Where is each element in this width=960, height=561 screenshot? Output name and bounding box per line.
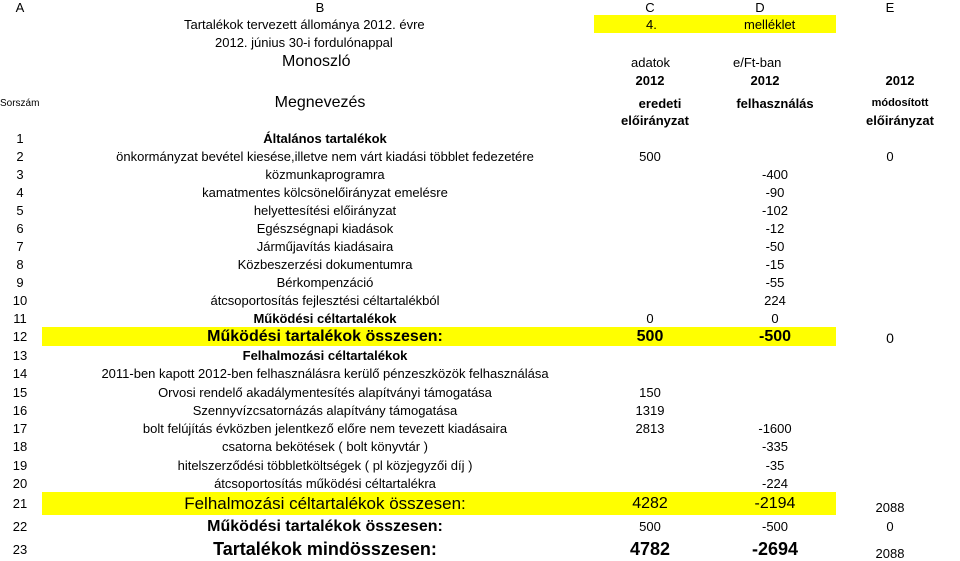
- table-row: [0, 273, 960, 291]
- value-modositott[interactable]: [840, 401, 940, 419]
- table-row: [0, 291, 960, 309]
- value-modositott[interactable]: [840, 183, 940, 201]
- value-modositott[interactable]: 0: [886, 148, 894, 164]
- value-eredeti[interactable]: 500: [639, 519, 661, 534]
- row-number[interactable]: 8: [16, 256, 24, 272]
- value-felhasznalas[interactable]: [715, 147, 835, 165]
- annex-label: melléklet: [744, 16, 796, 32]
- row-name[interactable]: közmunkaprogramra: [265, 166, 385, 182]
- col-c-header-line2: előirányzat: [621, 113, 689, 128]
- table-row: [0, 515, 960, 538]
- table-row: [0, 147, 960, 165]
- value-felhasznalas[interactable]: -102: [761, 202, 789, 218]
- row-number[interactable]: 2: [16, 148, 24, 164]
- table-row: [0, 237, 960, 255]
- col-letter-d[interactable]: D: [755, 0, 765, 15]
- row-number[interactable]: 3: [16, 166, 24, 182]
- value-eredeti[interactable]: [600, 201, 700, 219]
- value-eredeti[interactable]: 1319: [635, 402, 665, 418]
- value-felhasznalas[interactable]: [715, 383, 835, 401]
- row-name[interactable]: bolt felújítás évközben jelentkező előre nem tevezett kiadásaira: [142, 420, 508, 436]
- value-eredeti[interactable]: [600, 437, 700, 456]
- value-felhasznalas[interactable]: -224: [761, 475, 789, 491]
- row-name[interactable]: önkormányzat bevétel kiesése,illetve nem várt kiadási többlet fedezetére: [116, 148, 534, 164]
- table-row: [0, 492, 960, 515]
- row-name[interactable]: 2011-ben kapott 2012-ben felhasználásra kerülő pénzeszközök felhasználása: [101, 366, 549, 381]
- row-name[interactable]: átcsoportosítás működési céltartalékra: [214, 475, 436, 491]
- row-name[interactable]: Általános tartalékok: [263, 130, 387, 146]
- row-name[interactable]: Felhalmozási céltartalékok összesen:: [184, 493, 466, 513]
- row-number[interactable]: 4: [16, 184, 24, 200]
- table-row: [0, 474, 960, 492]
- row-number[interactable]: 10: [12, 292, 28, 308]
- value-felhasznalas[interactable]: -15: [765, 256, 785, 272]
- date-line: 2012. június 30-i fordulónappal: [215, 35, 393, 50]
- value-eredeti[interactable]: 500: [636, 327, 664, 345]
- row-name[interactable]: hitelszerződési többletköltségek ( pl közjegyzői díj ): [177, 457, 473, 473]
- value-modositott[interactable]: [840, 129, 940, 147]
- value-felhasznalas[interactable]: -400: [761, 166, 789, 182]
- value-modositott[interactable]: [840, 165, 940, 183]
- row-name[interactable]: Járműjavítás kiadásaira: [256, 238, 394, 254]
- value-modositott[interactable]: [840, 291, 940, 309]
- table-row: [0, 456, 960, 474]
- value-eredeti[interactable]: [600, 255, 700, 273]
- row-name[interactable]: átcsoportosítás fejlesztési céltartalékból: [210, 292, 440, 308]
- col-letter-c[interactable]: C: [645, 0, 655, 15]
- table-row: [0, 401, 960, 419]
- unit-left: adatok: [631, 54, 671, 70]
- municipality-row: [0, 51, 960, 73]
- title-line1: Tartalékok tervezett állománya 2012. évre: [184, 16, 425, 32]
- row-name[interactable]: kamatmentes kölcsönelőirányzat emelésre: [202, 184, 448, 200]
- table-row: [0, 129, 960, 147]
- value-felhasznalas[interactable]: 224: [764, 292, 786, 308]
- row-number[interactable]: 21: [12, 496, 28, 511]
- value-eredeti[interactable]: [600, 456, 700, 474]
- value-eredeti[interactable]: [600, 183, 700, 201]
- table-row: [0, 437, 960, 456]
- value-eredeti[interactable]: [600, 165, 700, 183]
- value-felhasznalas[interactable]: [715, 129, 835, 147]
- row-number[interactable]: 13: [12, 347, 28, 363]
- value-felhasznalas[interactable]: [715, 364, 835, 383]
- year-e: 2012: [885, 73, 915, 88]
- table-row: [0, 183, 960, 201]
- value-felhasznalas[interactable]: -500: [761, 519, 789, 534]
- value-modositott[interactable]: 2088: [875, 546, 905, 561]
- row-name[interactable]: Működési céltartalékok: [253, 310, 397, 326]
- table-row: [0, 419, 960, 437]
- row-number[interactable]: 11: [13, 310, 27, 326]
- value-felhasznalas[interactable]: -50: [765, 238, 785, 254]
- col-letter-e[interactable]: E: [885, 0, 895, 15]
- value-eredeti[interactable]: 0: [646, 310, 654, 326]
- table-row: [0, 538, 960, 561]
- municipality-name: Monoszló: [282, 53, 351, 70]
- value-modositott[interactable]: [840, 219, 940, 237]
- unit-right: e/Ft-ban: [733, 54, 782, 70]
- value-modositott[interactable]: 0: [886, 519, 894, 534]
- row-name[interactable]: Működési tartalékok összesen:: [207, 517, 443, 535]
- col-e-header-line1: módosított: [871, 97, 929, 109]
- col-d-header: felhasználás: [736, 95, 814, 111]
- megnevezes-label: Megnevezés: [274, 94, 366, 111]
- row-number[interactable]: 18: [12, 439, 28, 454]
- value-eredeti[interactable]: [600, 291, 700, 309]
- header-row-2: [0, 112, 960, 129]
- value-modositott[interactable]: [840, 255, 940, 273]
- row-number[interactable]: 15: [12, 384, 28, 400]
- col-e-header-line2: előirányzat: [866, 113, 934, 128]
- value-eredeti[interactable]: [600, 237, 700, 255]
- value-felhasznalas[interactable]: -35: [765, 457, 785, 473]
- row-name[interactable]: Felhalmozási céltartalékok: [242, 347, 408, 363]
- value-felhasznalas[interactable]: -90: [765, 184, 785, 200]
- row-number[interactable]: 1: [16, 130, 24, 146]
- value-modositott[interactable]: [840, 364, 940, 383]
- year-d: 2012: [750, 73, 780, 88]
- value-felhasznalas[interactable]: -2194: [754, 494, 796, 512]
- value-eredeti[interactable]: 4782: [629, 539, 671, 559]
- row-number[interactable]: 5: [16, 202, 24, 218]
- value-modositott[interactable]: [840, 474, 940, 492]
- table-row: [0, 201, 960, 219]
- value-eredeti[interactable]: [600, 346, 700, 364]
- value-felhasznalas[interactable]: 0: [771, 310, 779, 326]
- value-eredeti[interactable]: 2813: [635, 420, 665, 436]
- value-modositott[interactable]: [840, 456, 940, 474]
- value-modositott[interactable]: [840, 273, 940, 291]
- value-felhasznalas[interactable]: [715, 346, 835, 364]
- value-modositott[interactable]: [840, 346, 940, 364]
- row-number[interactable]: 23: [12, 542, 28, 557]
- table-row: [0, 364, 960, 383]
- value-eredeti[interactable]: [600, 129, 700, 147]
- value-felhasznalas[interactable]: [715, 401, 835, 419]
- value-eredeti[interactable]: [600, 219, 700, 237]
- row-number[interactable]: 9: [16, 274, 24, 290]
- row-number[interactable]: 19: [12, 457, 28, 473]
- value-modositott[interactable]: [840, 237, 940, 255]
- value-eredeti[interactable]: [600, 474, 700, 492]
- value-modositott[interactable]: 0: [886, 330, 894, 346]
- row-number[interactable]: 6: [16, 220, 24, 236]
- table-row: [0, 255, 960, 273]
- row-name[interactable]: Közbeszerzési dokumentumra: [237, 256, 413, 272]
- col-c-header-line1: eredeti: [638, 95, 682, 111]
- row-number[interactable]: 14: [12, 366, 28, 381]
- row-number[interactable]: 17: [12, 420, 28, 436]
- title-row: [0, 15, 960, 33]
- col-letter-a[interactable]: A: [15, 0, 25, 15]
- value-modositott[interactable]: [840, 383, 940, 401]
- column-header-row: [0, 0, 960, 14]
- value-eredeti[interactable]: 4282: [632, 494, 668, 512]
- value-eredeti[interactable]: 500: [639, 148, 661, 164]
- value-eredeti[interactable]: [600, 364, 700, 383]
- value-felhasznalas[interactable]: -335: [761, 439, 789, 454]
- value-eredeti[interactable]: 150: [639, 384, 661, 400]
- value-felhasznalas[interactable]: -1600: [758, 420, 792, 436]
- row-number[interactable]: 20: [12, 475, 28, 491]
- row-number[interactable]: 16: [12, 402, 28, 418]
- table-row: [0, 346, 960, 364]
- date-row: [0, 34, 960, 51]
- row-number[interactable]: 12: [12, 329, 28, 344]
- value-modositott[interactable]: [840, 437, 940, 456]
- table-row: [0, 219, 960, 237]
- table-row: [0, 309, 960, 327]
- value-modositott[interactable]: [840, 309, 940, 327]
- annex-cell: [594, 15, 836, 33]
- table-row: [0, 383, 960, 401]
- row-name[interactable]: helyettesítési előirányzat: [253, 202, 397, 218]
- sorszam-label: Sorszám: [0, 97, 40, 109]
- row-name[interactable]: Bérkompenzáció: [276, 274, 374, 290]
- row-number[interactable]: 7: [16, 238, 24, 254]
- table-row: [0, 165, 960, 183]
- year-row: [0, 72, 960, 89]
- header-row: [0, 93, 960, 113]
- row-name[interactable]: Szennyvízcsatornázás alapítvány támogatása: [192, 402, 458, 418]
- annex-number: 4.: [646, 16, 657, 32]
- col-letter-b[interactable]: B: [315, 0, 325, 15]
- value-modositott[interactable]: [840, 201, 940, 219]
- row-name[interactable]: Orvosi rendelő akadálymentesítés alapítványi támogatása: [158, 384, 492, 400]
- row-name[interactable]: Működési tartalékok összesen:: [207, 327, 443, 345]
- value-felhasznalas[interactable]: -500: [758, 327, 792, 345]
- value-felhasznalas[interactable]: -55: [765, 274, 785, 290]
- table-row: [0, 327, 960, 346]
- row-number[interactable]: 22: [12, 519, 28, 534]
- year-c: 2012: [635, 73, 665, 88]
- value-eredeti[interactable]: [600, 273, 700, 291]
- row-name[interactable]: Tartalékok mindösszesen:: [213, 539, 437, 559]
- value-felhasznalas[interactable]: -2694: [751, 539, 799, 559]
- row-name[interactable]: Egészségnapi kiadások: [256, 220, 394, 236]
- value-modositott[interactable]: 2088: [875, 500, 905, 515]
- row-name[interactable]: csatorna bekötések ( bolt könyvtár ): [222, 439, 428, 454]
- value-modositott[interactable]: [840, 419, 940, 437]
- value-felhasznalas[interactable]: -12: [765, 220, 785, 236]
